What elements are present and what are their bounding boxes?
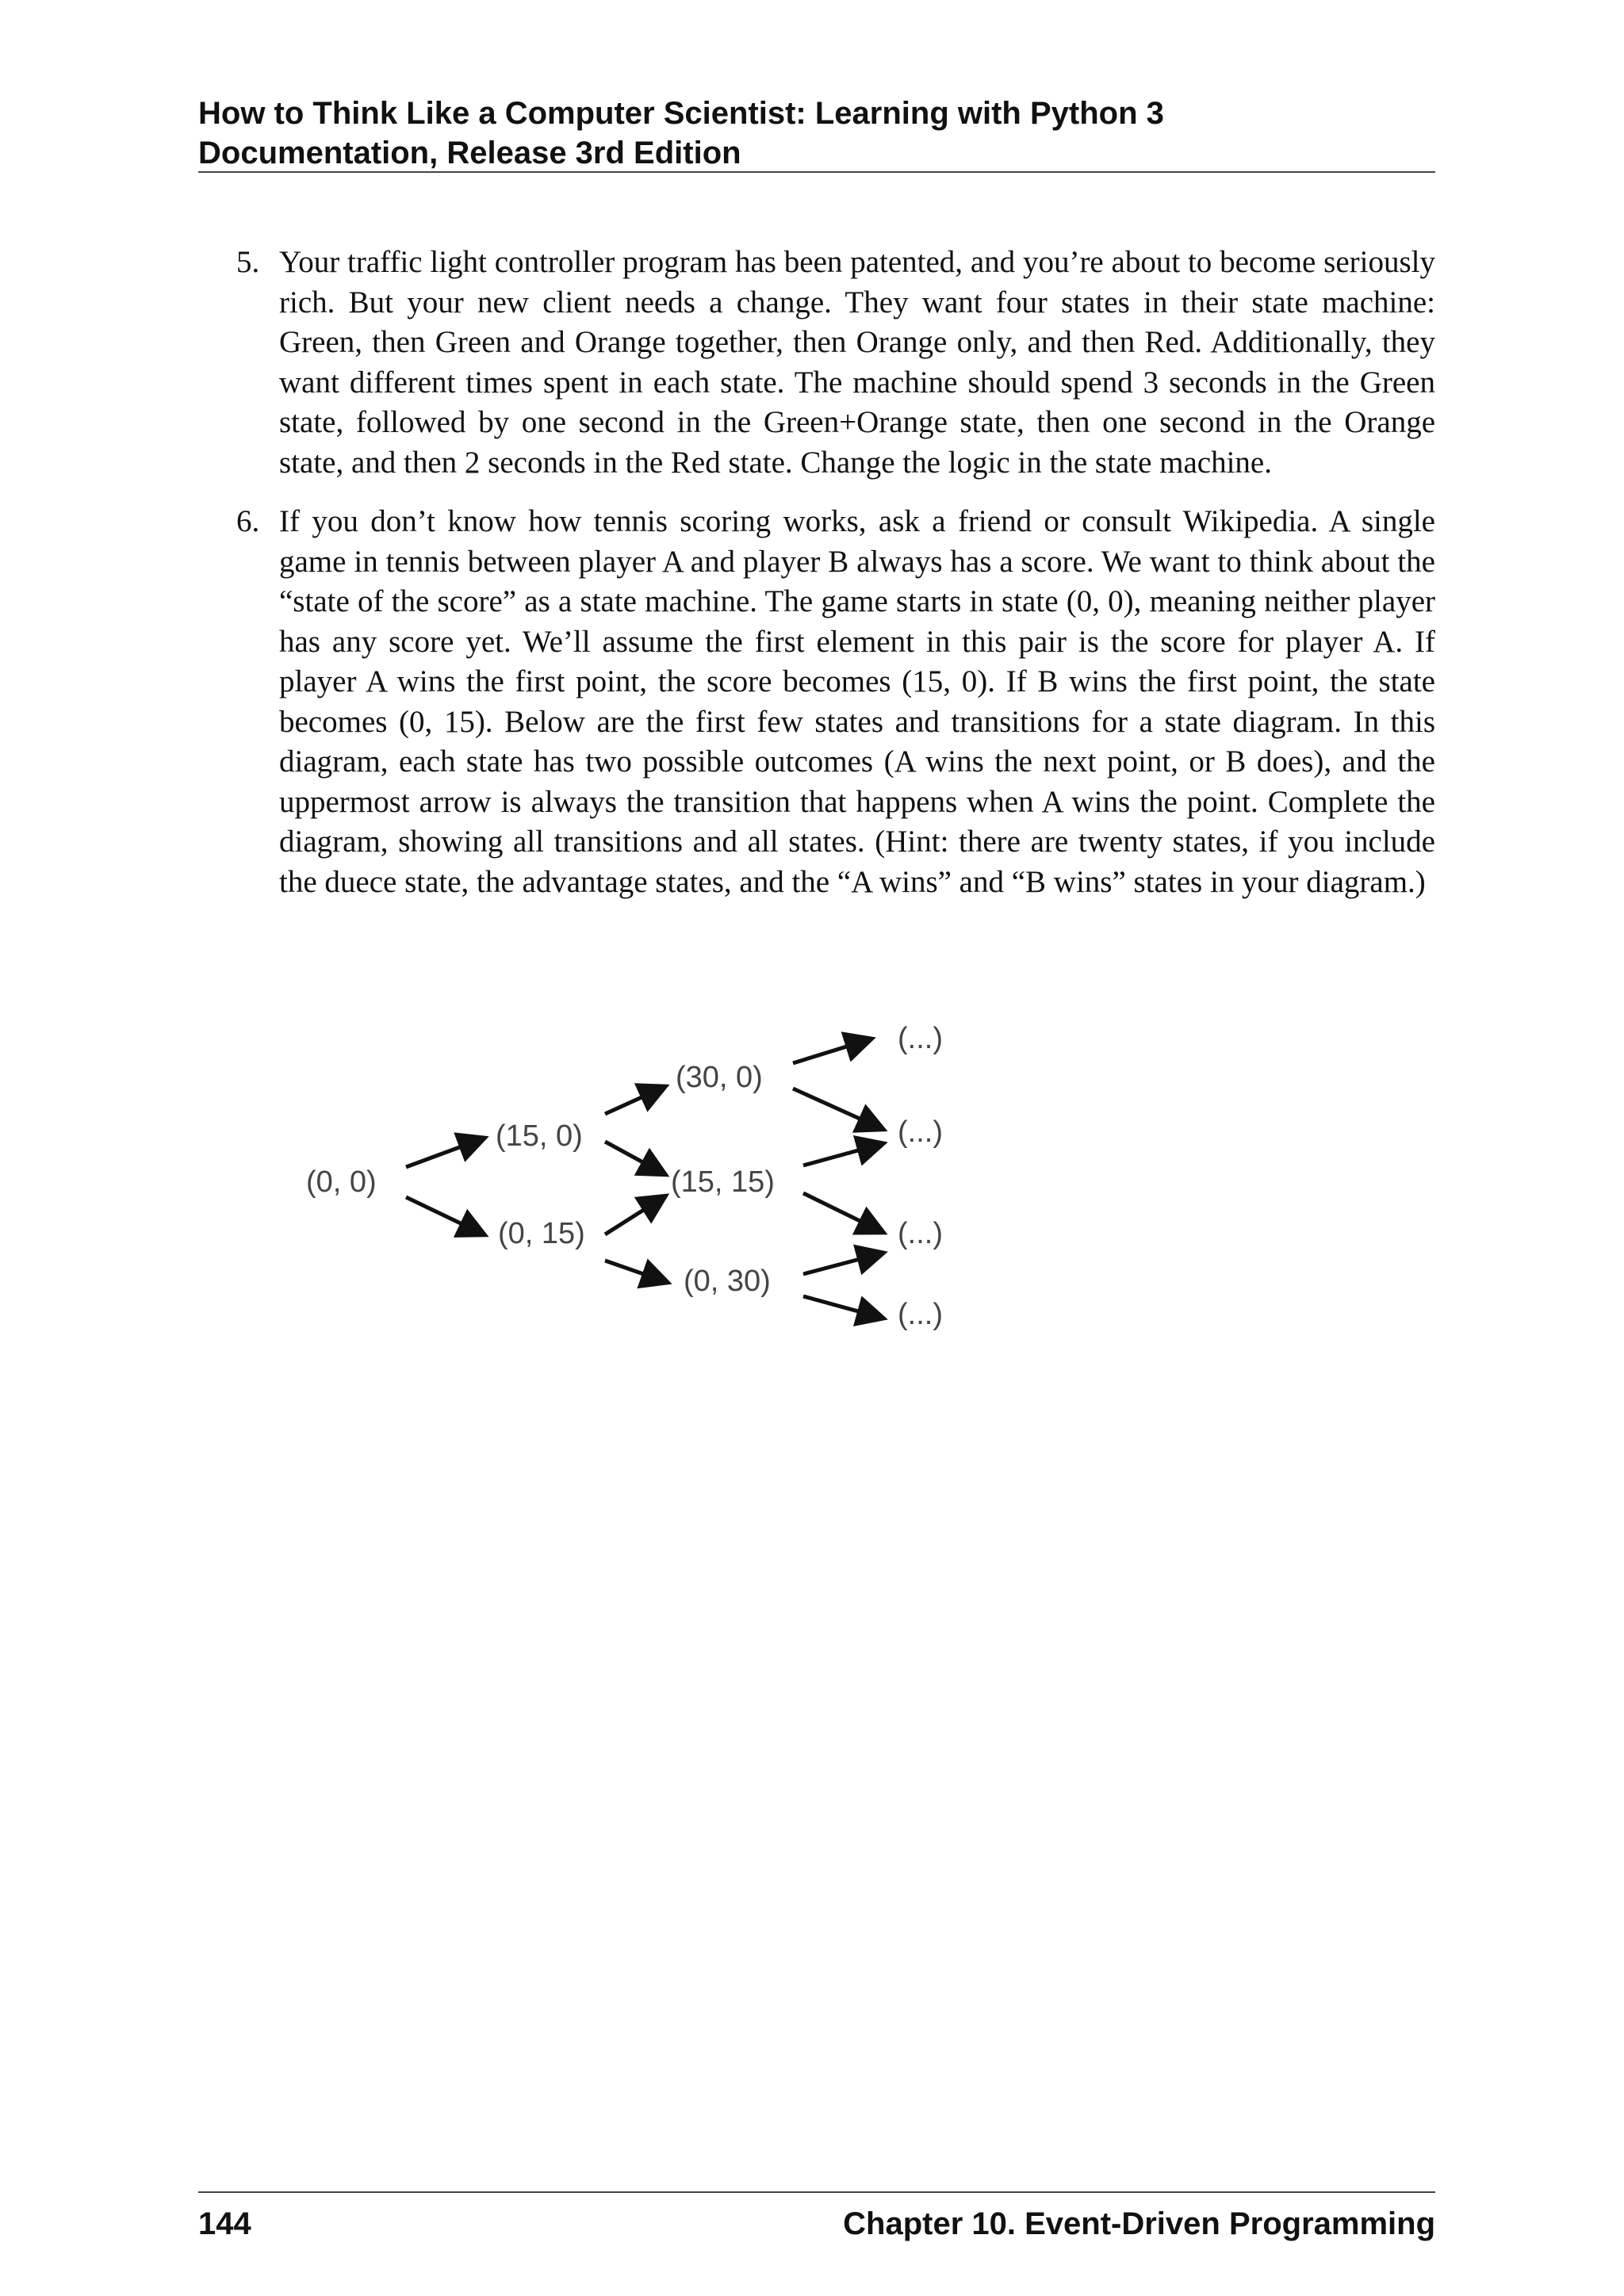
transition-arrow	[793, 1039, 872, 1063]
header-title-line-2: Documentation, Release 3rd Edition	[198, 136, 741, 170]
state-continuation: (...)	[898, 1217, 943, 1250]
state-0-15: (0, 15)	[498, 1217, 585, 1250]
exercise-5	[198, 243, 1435, 483]
transition-arrow	[803, 1143, 884, 1165]
exercise-list	[198, 243, 1435, 921]
exercise-6	[198, 502, 1435, 902]
transition-arrow	[605, 1142, 666, 1175]
transition-arrow	[793, 1089, 884, 1130]
state-15-15: (15, 15)	[671, 1165, 775, 1199]
exercise-text: Your traffic light controller program has been patented, and you’re about to become seriously rich. But your new client needs a change. They want four states in their state machine: Green, then Green and Orange together, then Orange only, and then Red. Additionally, they want different times spent in each state. The machine should spend 3 seconds in the Green state, followed by one second in the Green+Orange state, then one second in the Orange state, and then 2 seconds in the Red state. Change the logic in the state machine.	[279, 245, 1435, 480]
transition-arrow	[803, 1193, 884, 1233]
header-rule	[198, 171, 1435, 173]
transition-arrow	[803, 1296, 884, 1318]
chapter-title: Chapter 10. Event-Driven Programming	[843, 2206, 1435, 2241]
state-continuation: (...)	[898, 1022, 943, 1055]
transition-arrow	[605, 1261, 668, 1283]
transition-arrow	[605, 1196, 666, 1234]
state-0-0: (0, 0)	[306, 1165, 377, 1199]
running-header	[198, 94, 1435, 173]
state-15-0: (15, 0)	[496, 1119, 583, 1153]
state-0-30: (0, 30)	[684, 1265, 771, 1298]
tennis-state-diagram	[293, 1019, 959, 1352]
state-30-0: (30, 0)	[676, 1061, 763, 1094]
state-continuation: (...)	[898, 1115, 943, 1149]
footer-rule	[198, 2191, 1435, 2193]
transition-arrow	[803, 1253, 884, 1274]
exercise-number: 6.	[236, 504, 260, 538]
exercise-number: 5.	[236, 245, 260, 279]
transition-arrow	[406, 1197, 485, 1235]
page-number: 144	[198, 2206, 251, 2241]
exercise-text: If you don’t know how tennis scoring works, ask a friend or consult Wikipedia. A single game in tennis between player A and player B always has a score. We want to think about the “state of the score” as a state machine. The game starts in state (0, 0), meaning neither player has any score yet. We’ll assume the first element in this pair is the score for player A. If player A wins the first point, the score becomes (15, 0). If B wins the first point, the state becomes (0, 15). Below are the first few states and transitions for a state diagram. In this diagram, each state has two possible outcomes (A wins the next point, or B does), and the uppermost arrow is always the transition that happens when A wins the point. Complete the diagram, showing all transitions and all states. (Hint: there are twenty states, if you include the duece state, the advantage states, and the “A wins” and “B wins” states in your diagram.)	[279, 504, 1435, 899]
state-continuation: (...)	[898, 1298, 943, 1331]
header-title-line-1: How to Think Like a Computer Scientist: Learning with Python 3	[198, 96, 1164, 131]
transition-arrow	[605, 1086, 666, 1114]
transition-arrow	[406, 1138, 485, 1167]
